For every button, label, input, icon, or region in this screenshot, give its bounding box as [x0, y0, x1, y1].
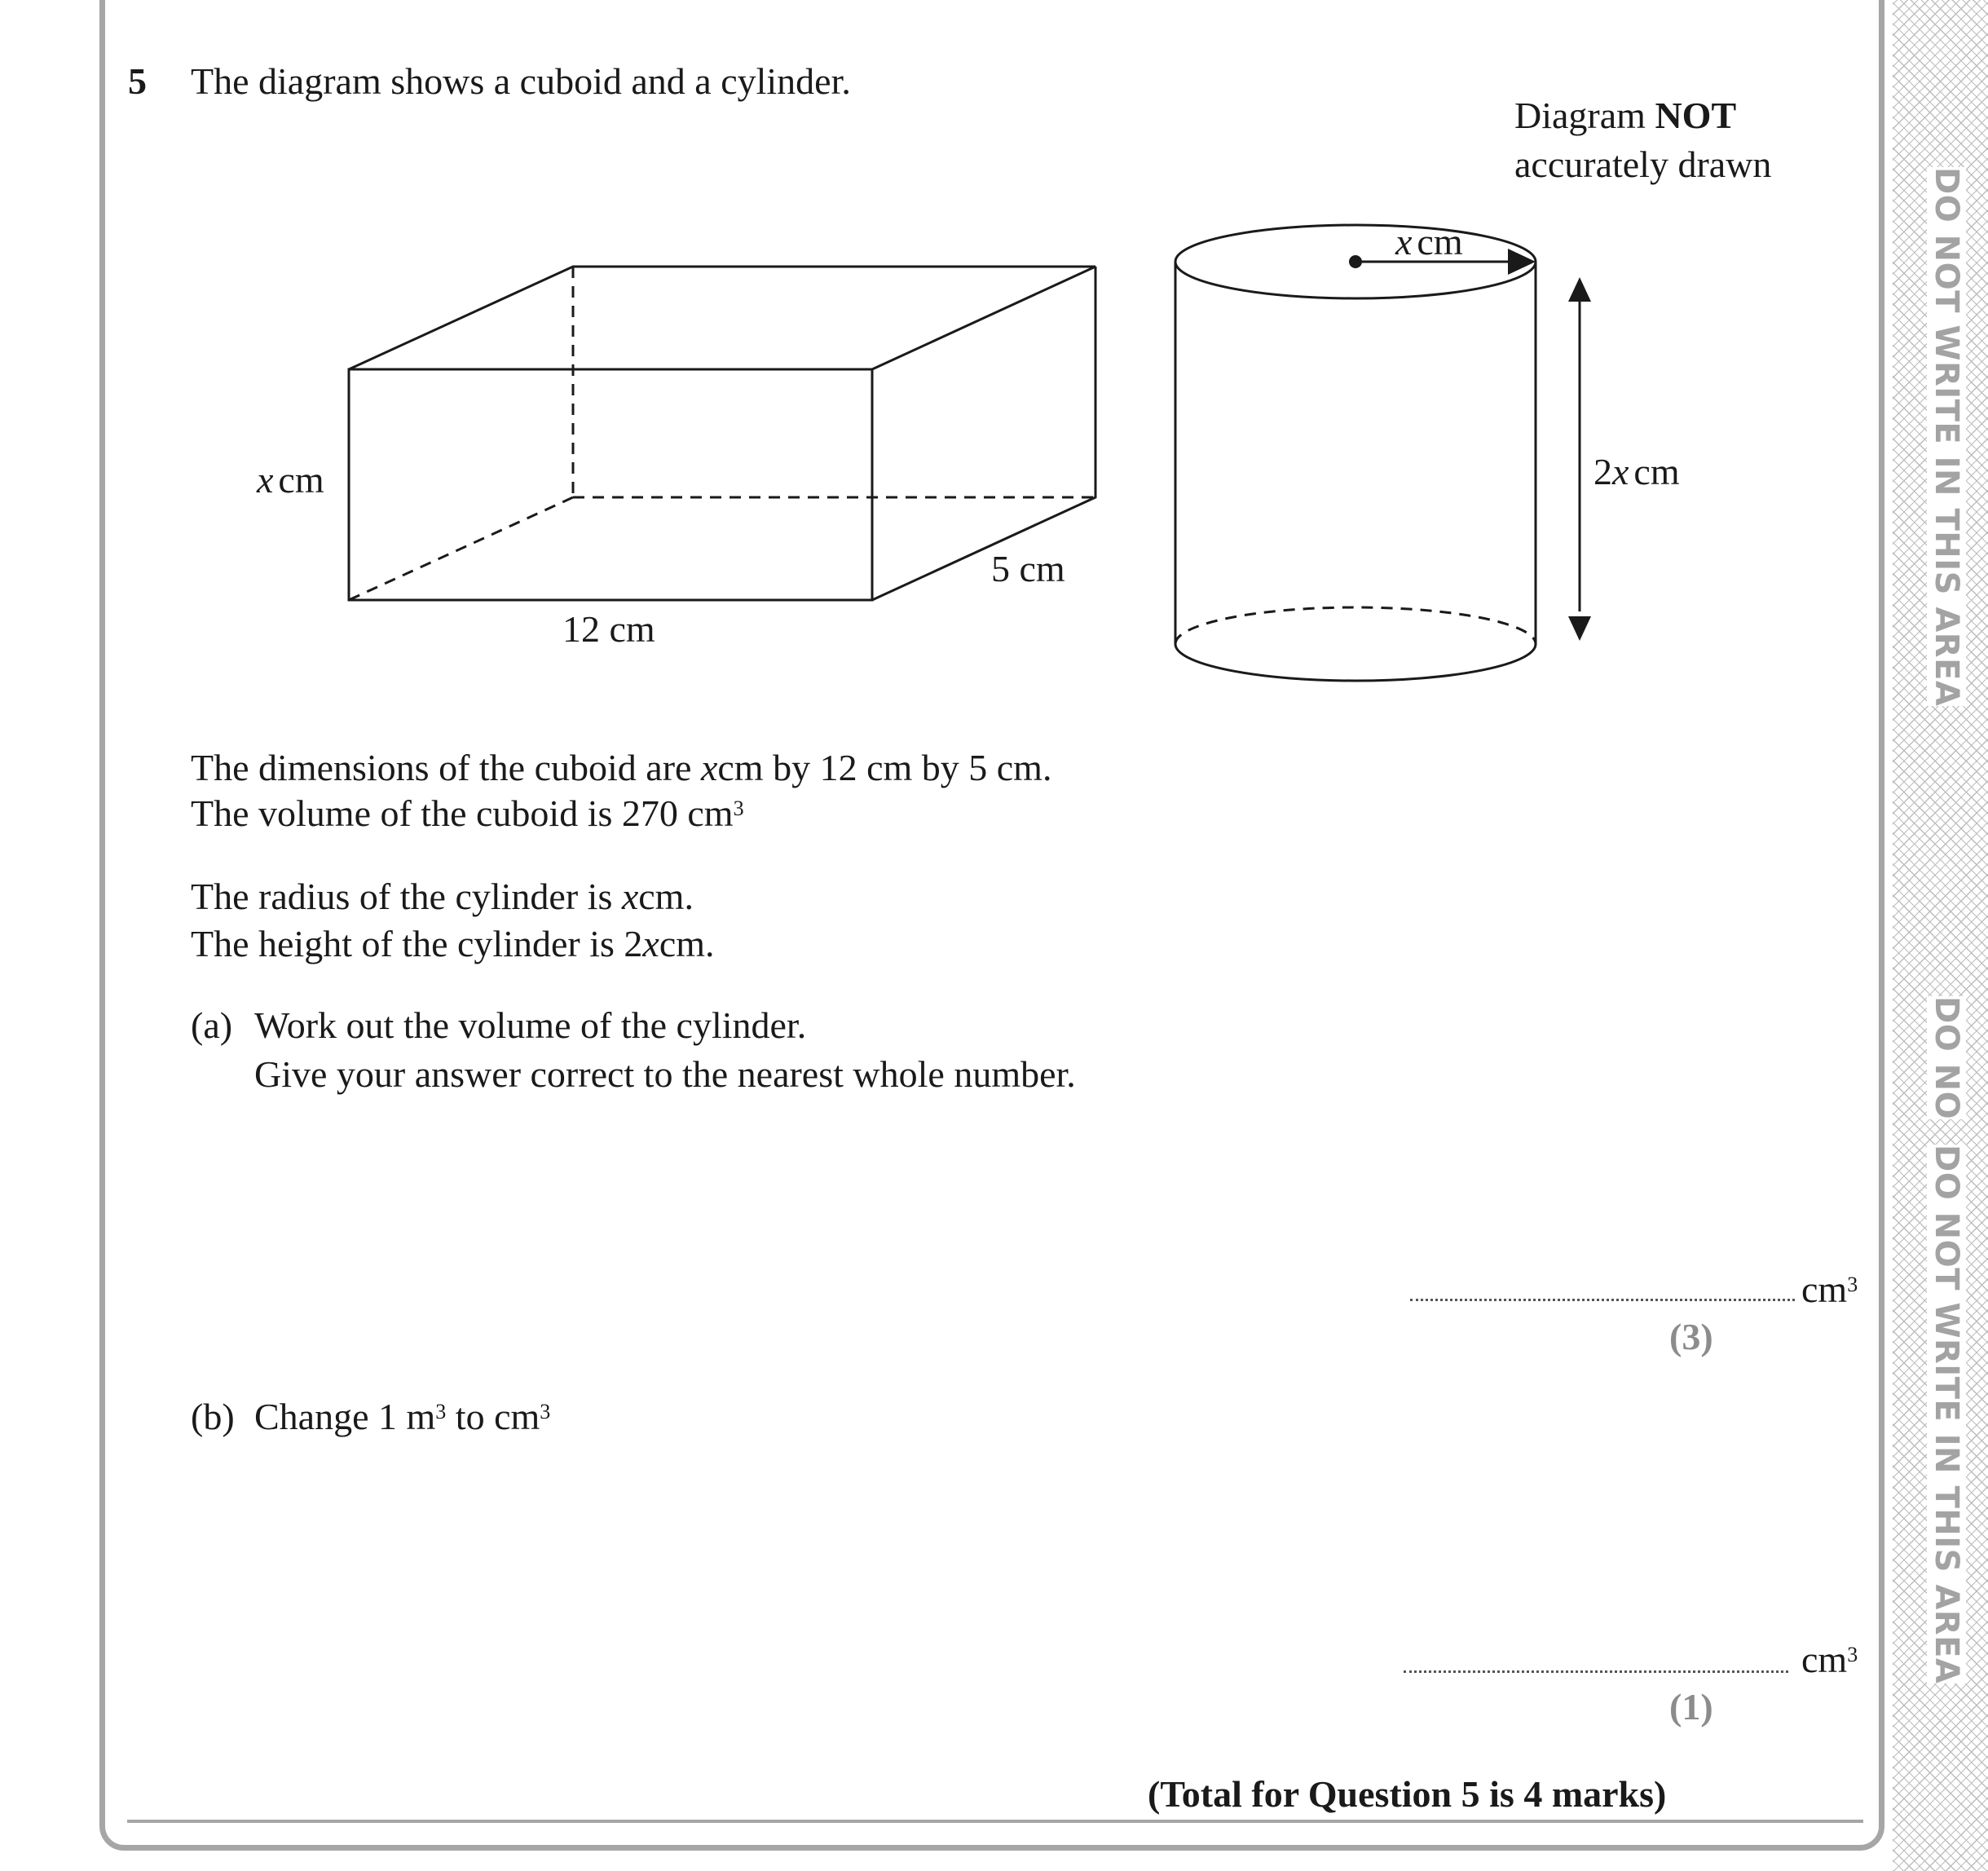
margin-warning-top: DO NOT WRITE IN THIS AREA	[1928, 167, 1965, 707]
bottom-rule	[127, 1820, 1863, 1823]
cylinder-bottom-front	[1175, 644, 1536, 681]
cuboid-cylinder-diagram	[0, 0, 1988, 734]
margin-warning-bottom: DO NOT WRITE IN THIS AREA	[1928, 1145, 1965, 1684]
statement-cylinder-radius: The radius of the cylinder is xcm.	[191, 876, 694, 917]
part-a-line2: Give your answer correct to the nearest whole number.	[254, 1053, 1076, 1095]
part-b-answer-line[interactable]	[1404, 1670, 1788, 1673]
diagram-note-line2: accurately drawn	[1514, 143, 1772, 185]
diagram-note-line1: Diagram NOT	[1514, 95, 1737, 136]
height-arrow	[1568, 277, 1591, 641]
question-number: 5	[128, 60, 147, 102]
cuboid	[349, 267, 1095, 600]
statement-cuboid-volume: The volume of the cuboid is 270 $cm^3$	[191, 792, 744, 834]
part-a-marks: (3)	[1669, 1316, 1713, 1357]
cuboid-depth-label: 5 cm	[991, 548, 1065, 589]
part-a-label: (a)	[191, 1004, 233, 1046]
cylinder	[1175, 225, 1536, 681]
cuboid-front-face	[349, 369, 872, 600]
cylinder-radius-label: x cm	[1395, 221, 1463, 263]
margin-warning-partial: DO NO	[1928, 996, 1965, 1120]
part-a-unit: $cm^3$	[1801, 1269, 1858, 1310]
question-intro: The diagram shows a cuboid and a cylinder.	[191, 60, 851, 102]
part-b-label: (b)	[191, 1396, 235, 1437]
cuboid-top-face	[349, 267, 1095, 369]
cylinder-bottom-back	[1175, 607, 1536, 644]
cuboid-length-label: 12 cm	[562, 608, 655, 650]
statement-cuboid-dimensions: The dimensions of the cuboid are xcm by 12 cm by 5 cm.	[191, 747, 1052, 788]
part-a-answer-line[interactable]	[1410, 1299, 1795, 1301]
cuboid-height-label: x cm	[257, 459, 324, 501]
part-b-marks: (1)	[1669, 1686, 1713, 1728]
statement-cylinder-height: The height of the cylinder is 2xcm.	[191, 923, 715, 964]
part-a-line1: Work out the volume of the cylinder.	[254, 1004, 807, 1046]
cylinder-height-label: 2x cm	[1593, 451, 1680, 492]
part-b-text: Change 1 $m^3$ to $cm^3$	[254, 1396, 551, 1437]
question-total: (Total for Question 5 is 4 marks)	[1148, 1773, 1667, 1815]
part-b-unit: $cm^3$	[1801, 1639, 1858, 1680]
